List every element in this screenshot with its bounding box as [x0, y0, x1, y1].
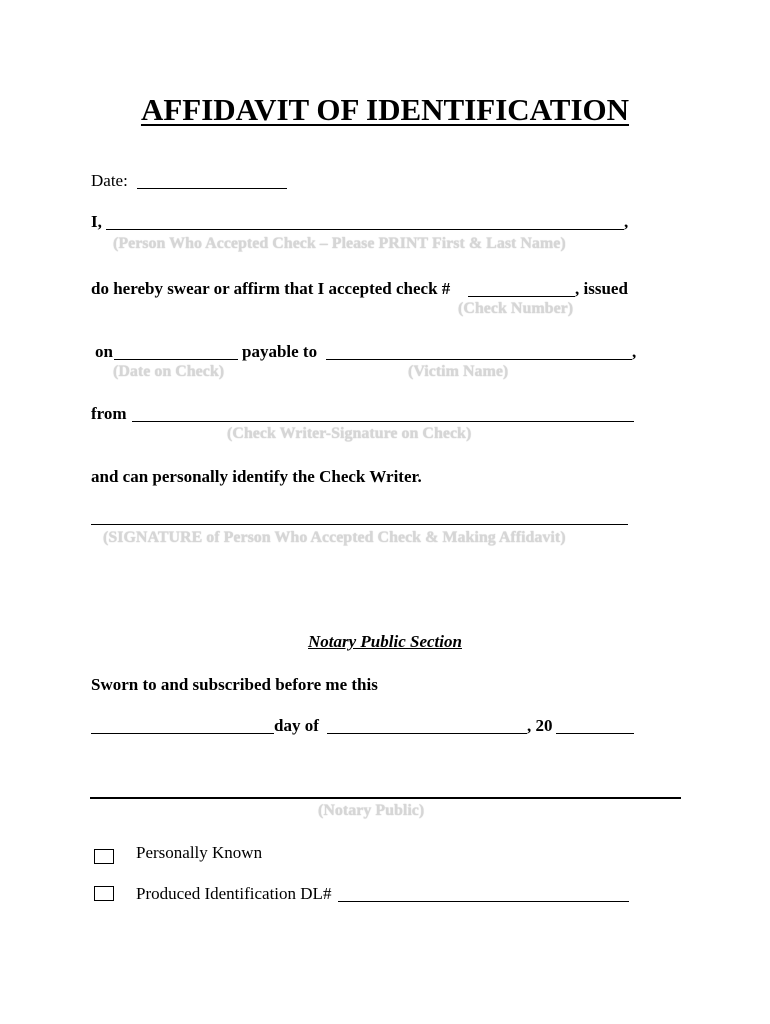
hint-check-writer: (Check Writer-Signature on Check)	[227, 425, 472, 442]
from-label: from	[91, 404, 127, 423]
produced-id-checkbox[interactable]	[94, 886, 114, 901]
identify-text: and can personally identify the Check Writer.	[91, 467, 422, 486]
check-writer-field[interactable]	[132, 421, 634, 422]
dl-number-field[interactable]	[338, 901, 629, 902]
sworn-text: Sworn to and subscribed before me this	[91, 675, 378, 694]
year-field[interactable]	[556, 733, 634, 734]
on-label: on	[95, 342, 113, 361]
date-label: Date:	[91, 171, 128, 190]
victim-name-field[interactable]	[326, 359, 632, 360]
swear-text: do hereby swear or affirm that I accepted check #	[91, 279, 451, 298]
date-field[interactable]	[137, 188, 287, 189]
year-label: , 20	[527, 716, 553, 735]
hint-notary: (Notary Public)	[318, 802, 425, 819]
hint-person-name: (Person Who Accepted Check – Please PRINT First & Last Name)	[113, 235, 566, 252]
month-field[interactable]	[327, 733, 527, 734]
hint-victim-name: (Victim Name)	[408, 363, 509, 380]
payable-suffix: ,	[632, 342, 637, 361]
document-title: AFFIDAVIT OF IDENTIFICATION	[140, 92, 630, 127]
day-of-label: day of	[274, 716, 319, 735]
notary-signature-field[interactable]	[90, 797, 681, 799]
personally-known-checkbox[interactable]	[94, 849, 114, 864]
person-name-field[interactable]	[106, 229, 624, 230]
i-prefix: I,	[91, 212, 102, 231]
hint-check-number: (Check Number)	[458, 300, 574, 317]
hint-date-on-check: (Date on Check)	[113, 363, 225, 380]
check-number-field[interactable]	[468, 296, 575, 297]
day-field[interactable]	[91, 733, 274, 734]
signature-field[interactable]	[91, 524, 628, 525]
notary-section-title: Notary Public Section	[308, 632, 462, 651]
payable-to-label: payable to	[242, 342, 318, 361]
issued-suffix: , issued	[575, 279, 628, 298]
produced-id-label: Produced Identification DL#	[136, 884, 332, 903]
i-suffix: ,	[624, 212, 629, 231]
personally-known-label: Personally Known	[136, 843, 263, 862]
date-on-check-field[interactable]	[114, 359, 238, 360]
hint-signature: (SIGNATURE of Person Who Accepted Check & Making Affidavit)	[103, 529, 566, 546]
